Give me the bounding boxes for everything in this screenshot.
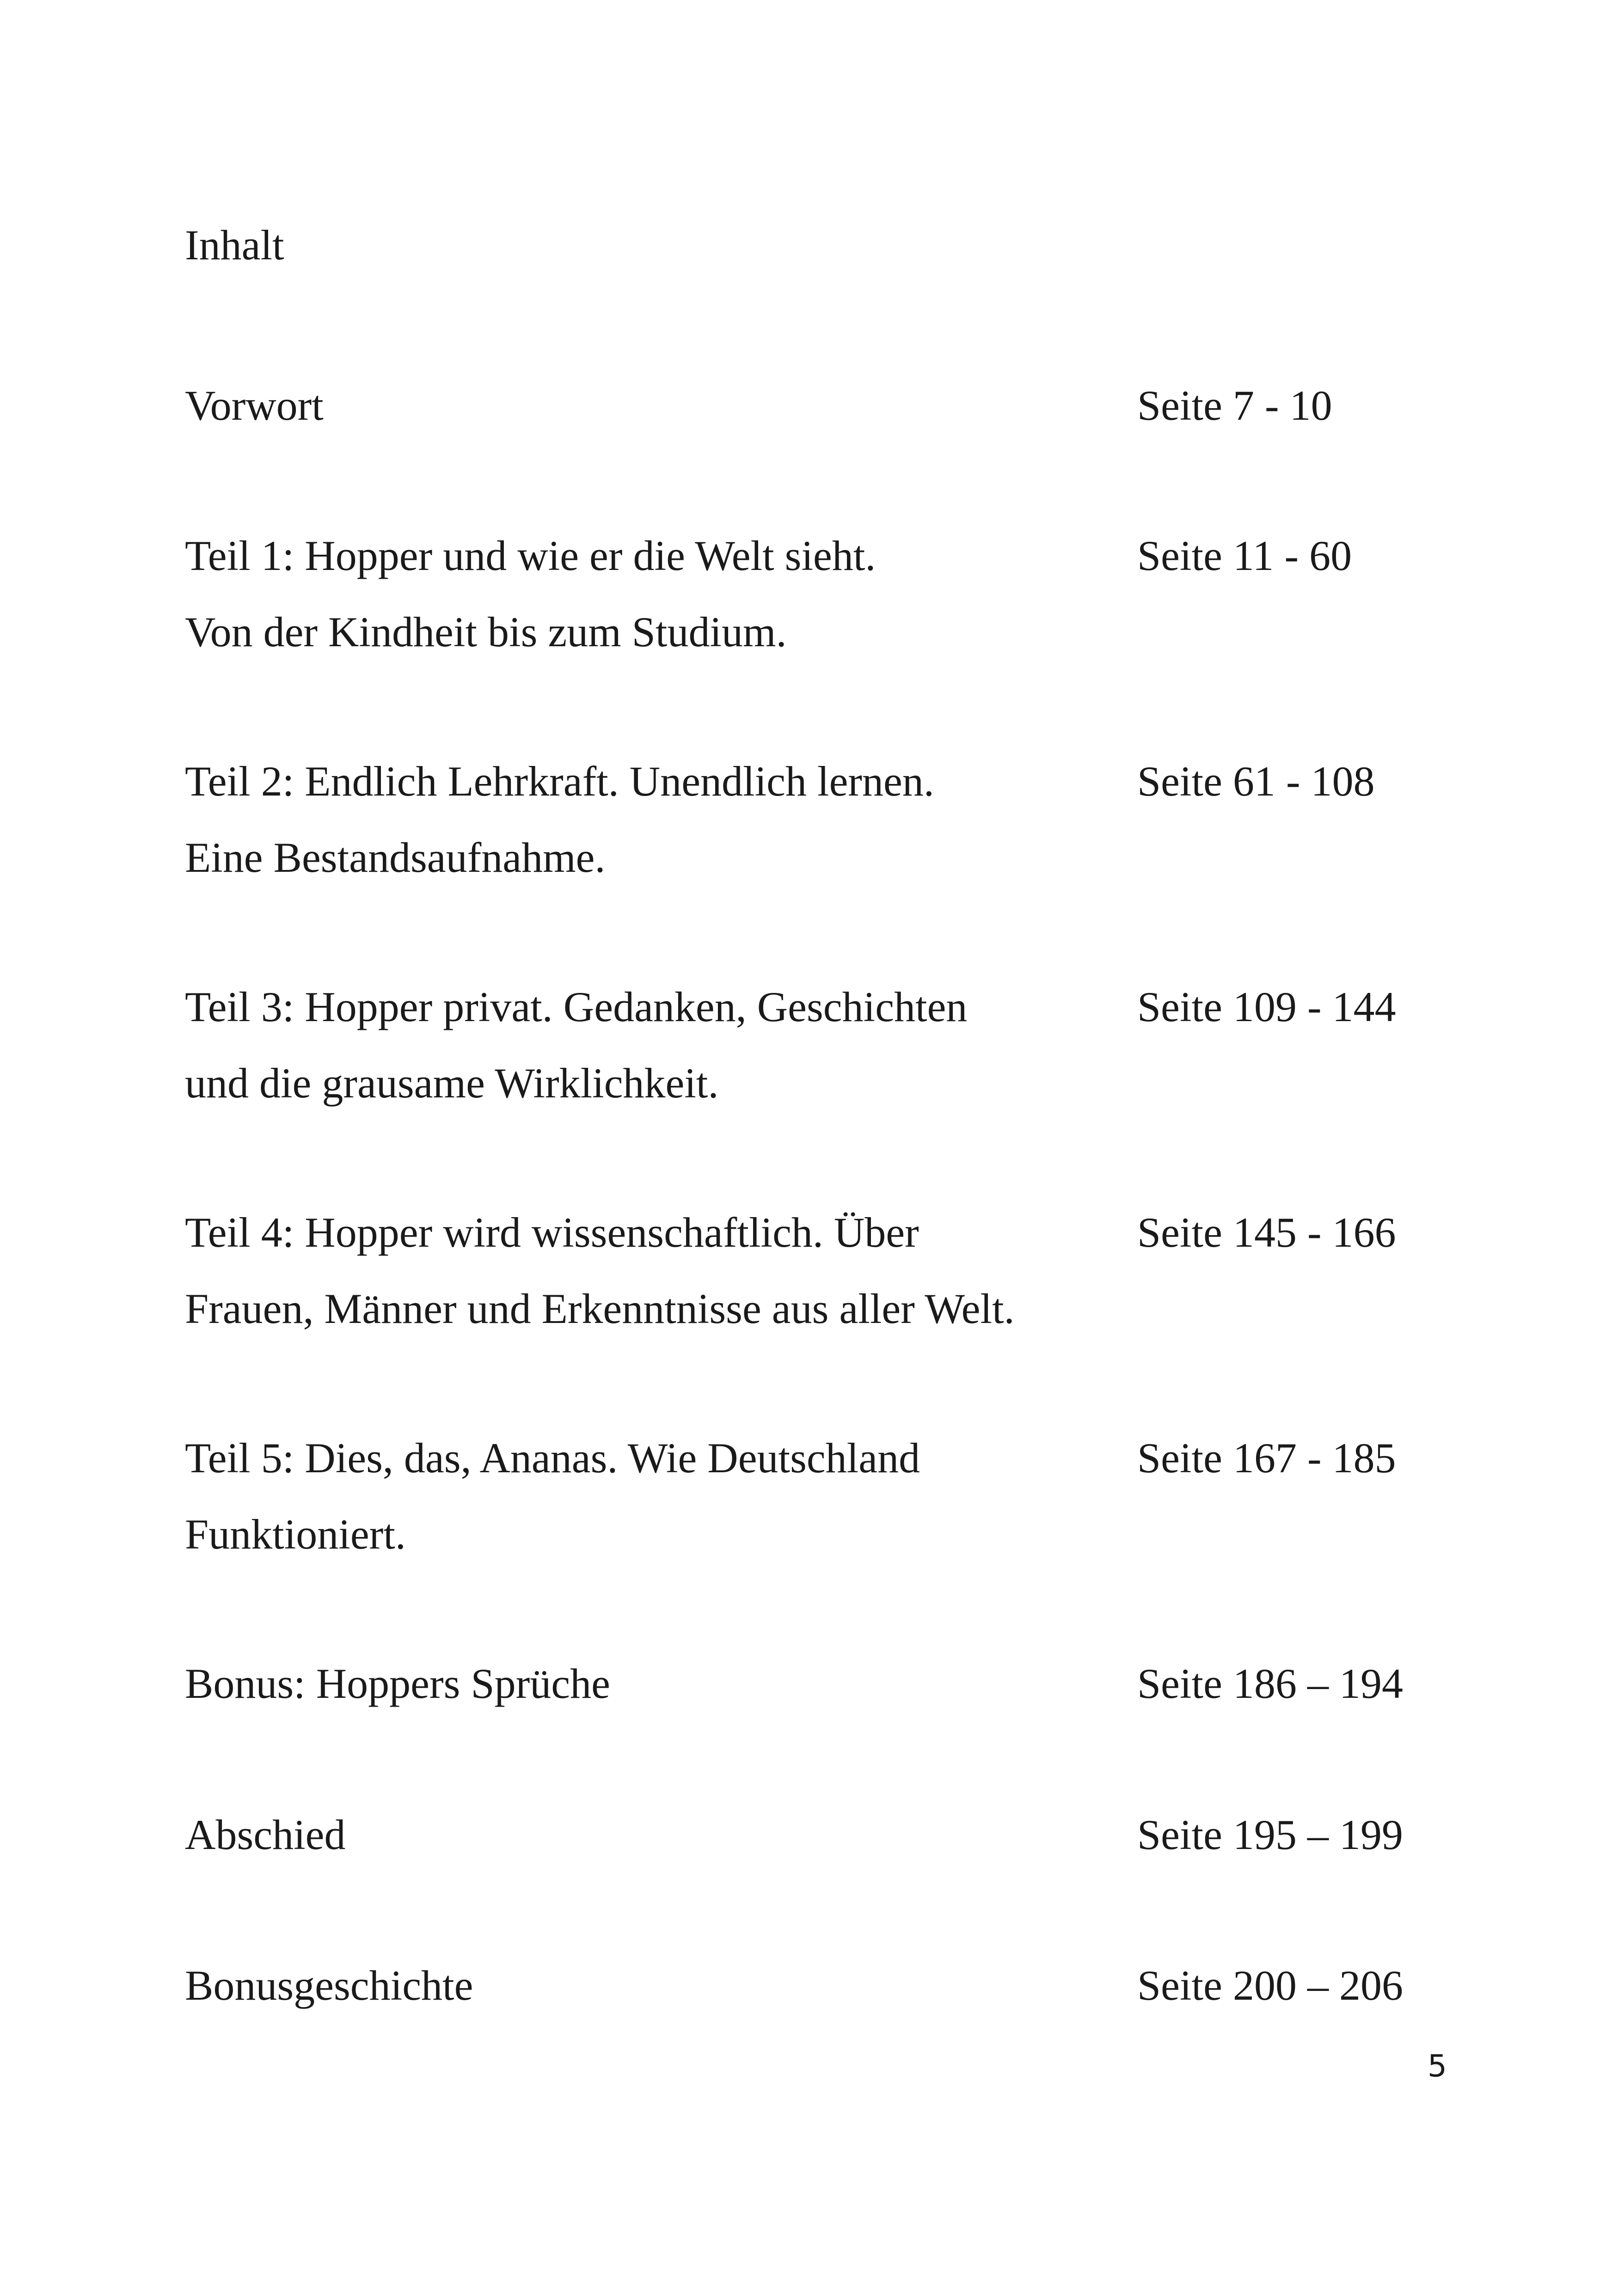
toc-entry-title [185,1947,1109,2024]
toc-entry-title [185,518,1109,670]
toc-entry-title-line: Eine Bestandsaufnahme. [185,834,606,881]
toc-entry-title-line: Teil 3: Hopper privat. Gedanken, Geschichten [185,983,968,1030]
toc-entry-pages: Seite 7 - 10 [1137,382,1332,429]
toc-entry-pages: Seite 167 - 185 [1137,1434,1396,1482]
toc-entry-title-line: Frauen, Männer und Erkenntnisse aus aller Welt. [185,1285,1015,1332]
toc-entry-title [185,1420,1109,1573]
toc-entry-pages: Seite 145 - 166 [1137,1209,1396,1256]
toc-entry-title-line: Teil 1: Hopper und wie er die Welt sieht. [185,532,876,579]
toc-entry-title-line: Teil 4: Hopper wird wissenschaftlich. Über [185,1209,919,1256]
page-number: 5 [1428,2048,1447,2084]
toc-entry-pages: Seite 109 - 144 [1137,983,1396,1030]
toc-entry-title [185,1797,1109,1873]
toc-entry-title-line: und die grausame Wirklichkeit. [185,1059,719,1107]
toc-entry-pages: Seite 11 - 60 [1137,532,1352,579]
toc-entry-title [185,969,1109,1121]
toc-entry-title-line: Abschied [185,1811,346,1858]
toc-entry-pages: Seite 186 – 194 [1137,1660,1403,1707]
toc-entry-title [185,367,1109,444]
toc-entry-title [185,743,1109,896]
toc-heading: Inhalt [185,221,284,269]
toc-entry-pages: Seite 61 - 108 [1137,758,1375,805]
toc-entry-title-line: Bonusgeschichte [185,1962,473,2009]
toc-entry-pages: Seite 200 – 206 [1137,1962,1403,2009]
toc-entry-title [185,1194,1109,1347]
toc-entry-title-line: Von der Kindheit bis zum Studium. [185,608,787,655]
toc-entry-title [185,1646,1109,1722]
toc-entry-title-line: Teil 2: Endlich Lehrkraft. Unendlich lernen. [185,758,934,805]
toc-entry-title-line: Funktioniert. [185,1511,406,1558]
toc-entry-title-line: Vorwort [185,382,324,429]
toc-entry-title-line: Bonus: Hoppers Sprüche [185,1660,610,1707]
toc-entry-pages: Seite 195 – 199 [1137,1811,1403,1858]
toc-entry-title-line: Teil 5: Dies, das, Ananas. Wie Deutschland [185,1434,920,1482]
